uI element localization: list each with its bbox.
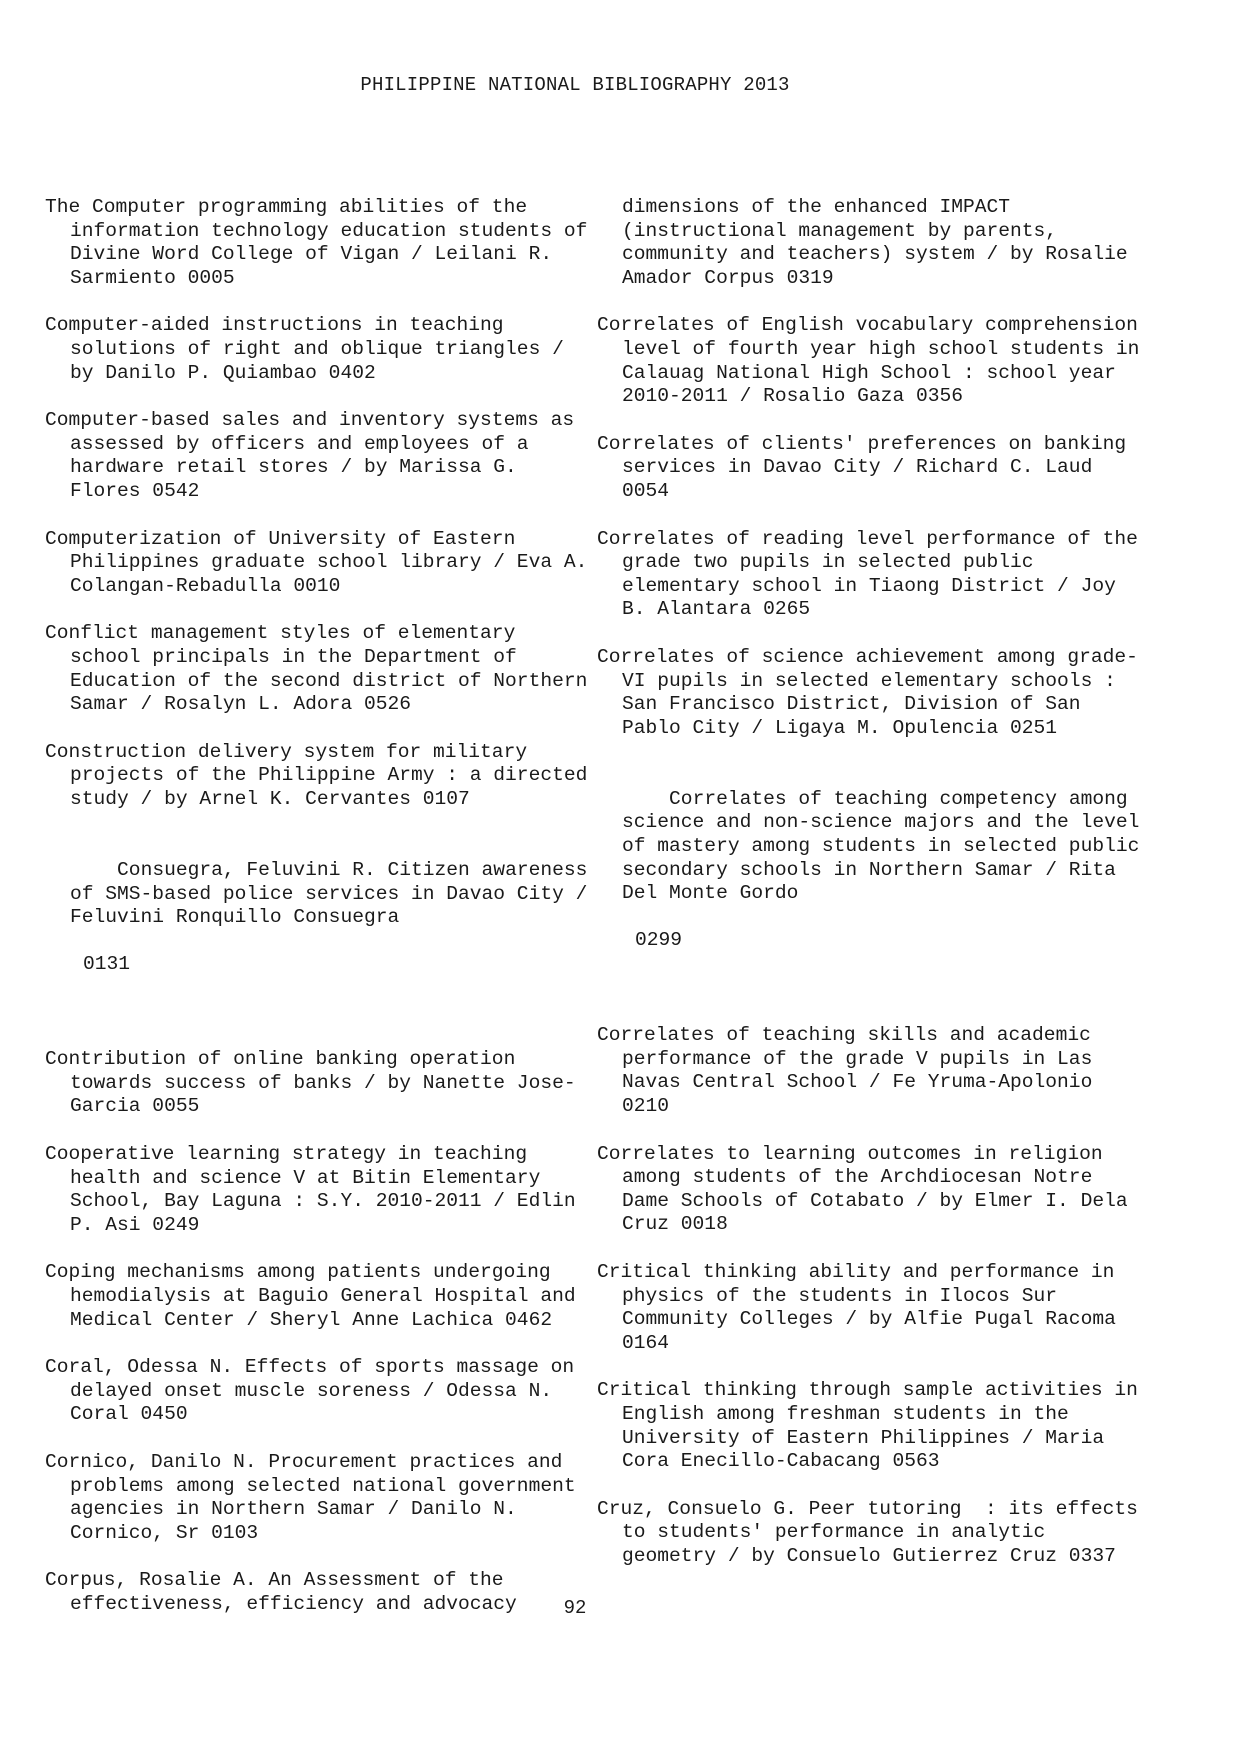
page-header: PHILIPPINE NATIONAL BIBLIOGRAPHY 2013 (360, 74, 790, 96)
bibliography-entry: Coral, Odessa N. Effects of sports massage on delayed onset muscle soreness / Odessa N. Coral 0450 (45, 1356, 586, 1426)
bibliography-entry: Computer-aided instructions in teaching solutions of right and oblique triangles / by Danilo P. Quiambao 0402 (45, 314, 576, 384)
bibliography-entry (597, 764, 1152, 1000)
bibliography-entry: Computerization of University of Eastern Philippines graduate school library / Eva A. Colangan-Rebadulla 0010 (45, 527, 600, 597)
bibliography-entry: Correlates of teaching skills and academic performance of the grade V pupils in Las Navas Central School / Fe Yruma-Apolonio 0210 (597, 1024, 1105, 1117)
bibliography-entry: Cornico, Danilo N. Procurement practices and problems among selected national government agencies in Northern Samar / Danilo N. Cornico, Sr 0103 (45, 1450, 588, 1544)
bibliography-entry: Cooperative learning strategy in teaching health and science V at Bitin Elementary School, Bay Laguna : S.Y. 2010-2011 / Edlin P. Asi 0249 (45, 1143, 588, 1236)
bibliography-entry-continued: dimensions of the enhanced IMPACT (instructional management by parents, community and teachers) system / by Rosalie Amador Corpus 0319 (622, 196, 1140, 289)
bibliography-entry: The Computer programming abilities of the information technology education students of Divine Word College of Vigan / Leilani R. Sarmiento 0005 (45, 196, 600, 289)
bibliography-entry: Construction delivery system for military projects of the Philippine Army : a directed study / by Arnel K. Cervantes 0107 (45, 740, 600, 810)
entry-number: 0131 (83, 953, 131, 976)
right-column (597, 196, 1152, 1593)
bibliography-entry (45, 835, 600, 1024)
bibliography-entry: Conflict management styles of elementary school principals in the Department of Education of the second district of Northern Samar / Rosalyn L. Adora 0526 (45, 622, 600, 716)
entry-text: Consuegra, Feluvini R. Citizen awareness of SMS-based police services in Davao City / Feluvini Ronquillo Consuegra (70, 859, 600, 929)
bibliography-entry: Corpus, Rosalie A. An Assessment of the effectiveness, efficiency and advocacy (45, 1569, 517, 1615)
bibliography-entry: Correlates to learning outcomes in religion among students of the Archdiocesan Notre Dame Schools of Cotabato / by Elmer I. Dela Cruz 0018 (597, 1142, 1140, 1236)
bibliography-entry: Contribution of online banking operation towards success of banks / by Nanette Jose-Garcia 0055 (45, 1048, 576, 1118)
bibliography-entry: Critical thinking ability and performance in physics of the students in Ilocos Sur Community Colleges / by Alfie Pugal Racoma 0164 (597, 1260, 1128, 1354)
bibliography-entry: Critical thinking through sample activities in English among freshman students in the University of Eastern Philippines / Maria Cora Enecillo-Cabacang 0563 (597, 1379, 1150, 1473)
page-number: 92 (563, 1597, 587, 1619)
bibliography-entry: Computer-based sales and inventory systems as assessed by officers and employees of a hardware retail stores / by Marissa G. Flores 0542 (45, 409, 586, 502)
bibliography-entry: Correlates of reading level performance of the grade two pupils in selected public elementary school in Tiaong District / Joy B. Alantara 0265 (597, 527, 1150, 621)
bibliography-entry: Correlates of clients' preferences on banking services in Davao City / Richard C. Laud 0054 (597, 432, 1138, 502)
entry-number: 0299 (635, 929, 683, 952)
left-column (45, 196, 600, 1641)
bibliography-entry: Coping mechanisms among patients undergoing hemodialysis at Baguio General Hospital and Medical Center / Sheryl Anne Lachica 0462 (45, 1261, 588, 1331)
bibliography-entry: Correlates of science achievement among grade-VI pupils in selected elementary schools : San Francisco District, Division of San Pablo City / Ligaya M. Opulencia 0251 (597, 645, 1138, 739)
entry-text: Correlates of teaching competency among science and non-science majors and the level of mastery among students in selected public secondary schools in Northern Samar / Rita Del Monte Gordo (622, 787, 1152, 905)
bibliography-entry: Correlates of English vocabulary comprehension level of fourth year high school students in Calauag National High School : school year 2010-2011 / Rosalio Gaza 0356 (597, 314, 1152, 408)
bibliography-entry: Cruz, Consuelo G. Peer tutoring : its effects to students' performance in analytic geometry / by Consuelo Gutierrez Cruz 0337 (597, 1497, 1150, 1567)
